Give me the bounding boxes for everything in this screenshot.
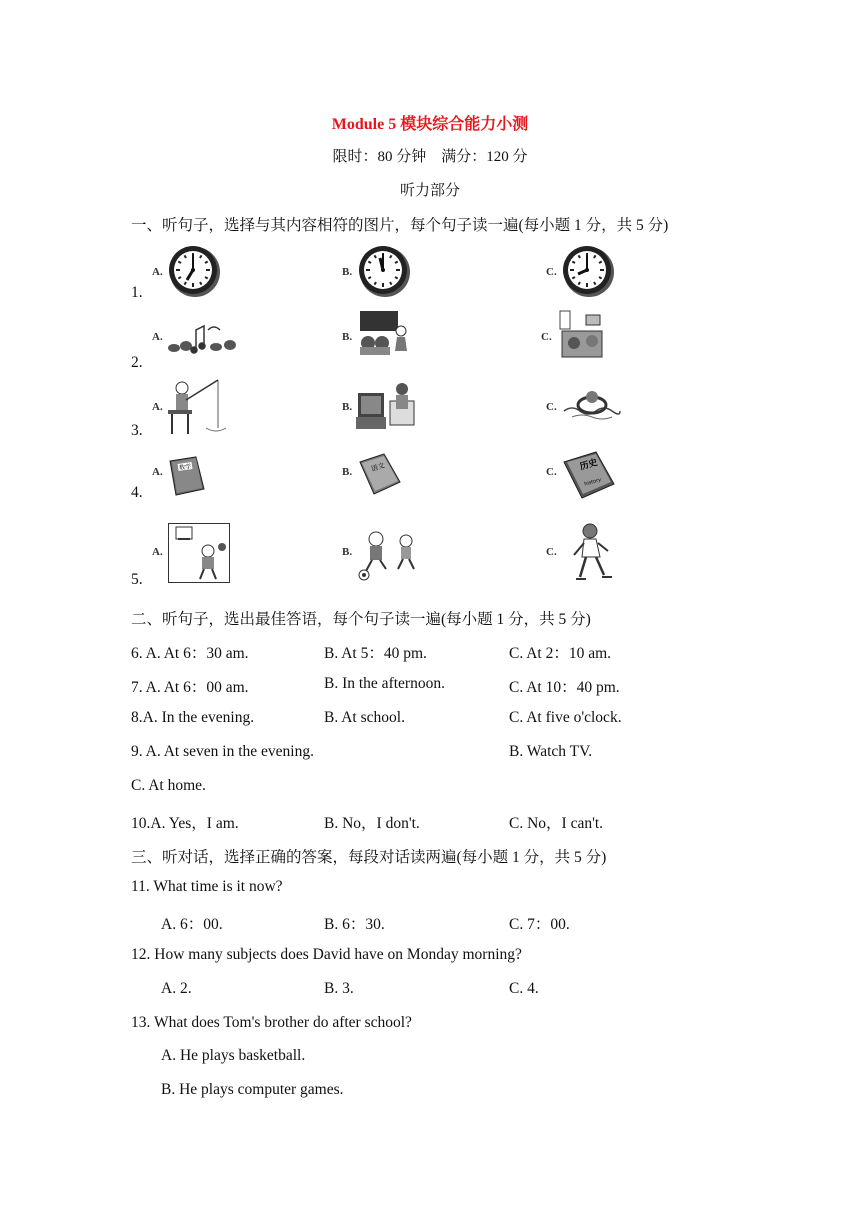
- music-notes-icon[interactable]: [166, 320, 244, 356]
- q8-option-c[interactable]: C. At five o'clock.: [509, 709, 622, 726]
- watching-tv-icon[interactable]: [356, 379, 420, 431]
- q13-option-a[interactable]: A. He plays basketball.: [161, 1047, 306, 1064]
- section2-heading: 二、听句子，选出最佳答语，每个句子读一遍(每小题 1 分，共 5 分): [131, 611, 591, 628]
- q1-label-a: A.: [152, 266, 163, 278]
- q5-label-b: B.: [342, 546, 353, 558]
- exam-info: 限时：80 分钟 满分：120 分: [332, 149, 528, 165]
- q3-label-a: A.: [152, 401, 163, 413]
- q6-option-c[interactable]: C. At 2：10 am.: [509, 645, 612, 662]
- q5-label-a: A.: [152, 546, 163, 558]
- q8-option-b[interactable]: B. At school.: [324, 709, 405, 726]
- football-icon[interactable]: [358, 529, 420, 583]
- q6-option-a[interactable]: 6. A. At 6：30 am.: [131, 645, 249, 662]
- history-book-subtitle: history: [583, 476, 602, 488]
- q2-number: 2.: [131, 354, 143, 371]
- q10-option-a[interactable]: 10.A. Yes，I am.: [131, 815, 239, 832]
- q7-option-c[interactable]: C. At 10：40 pm.: [509, 679, 620, 696]
- q2-label-b: B.: [342, 331, 353, 343]
- fishing-boy-icon[interactable]: [166, 378, 228, 438]
- clock-seven-icon[interactable]: [168, 245, 222, 299]
- history-book-title: 历史: [578, 457, 599, 473]
- part-title: 听力部分: [399, 183, 460, 199]
- q11-option-a[interactable]: A. 6：00.: [161, 916, 223, 933]
- q11-option-c[interactable]: C. 7：00.: [509, 916, 570, 933]
- classroom-icon[interactable]: [356, 309, 410, 357]
- q4-label-c: C.: [546, 466, 557, 478]
- q5-number: 5.: [131, 571, 143, 588]
- q11-question: 11. What time is it now?: [131, 878, 283, 895]
- q3-label-b: B.: [342, 401, 353, 413]
- q2-label-c: C.: [541, 331, 552, 343]
- chinese-book-title: 语文: [370, 461, 386, 474]
- q12-option-b[interactable]: B. 3.: [324, 980, 354, 997]
- q12-option-c[interactable]: C. 4.: [509, 980, 539, 997]
- q7-option-b[interactable]: B. In the afternoon.: [324, 675, 445, 692]
- page-title: Module 5 模块综合能力小测: [331, 116, 529, 133]
- q4-label-b: B.: [342, 466, 353, 478]
- q9-option-a[interactable]: 9. A. At seven in the evening.: [131, 743, 314, 760]
- q6-option-b[interactable]: B. At 5：40 pm.: [324, 645, 427, 662]
- q2-label-a: A.: [152, 331, 163, 343]
- math-book-title: 数学: [178, 463, 192, 472]
- q9-option-b[interactable]: B. Watch TV.: [509, 743, 593, 760]
- q10-option-b[interactable]: B. No，I don't.: [324, 815, 420, 832]
- messy-room-icon[interactable]: [558, 309, 608, 363]
- q12-option-a[interactable]: A. 2.: [161, 980, 192, 997]
- clock-twelve-icon[interactable]: [358, 245, 412, 299]
- math-book-icon[interactable]: [166, 455, 208, 497]
- q3-label-c: C.: [546, 401, 557, 413]
- clock-nine-icon[interactable]: [562, 245, 616, 299]
- q1-number: 1.: [131, 284, 143, 301]
- section3-heading: 三、听对话，选择正确的答案，每段对话读两遍(每小题 1 分，共 5 分): [131, 849, 607, 866]
- q4-label-a: A.: [152, 466, 163, 478]
- q4-number: 4.: [131, 484, 143, 501]
- q13-option-b[interactable]: B. He plays computer games.: [161, 1081, 344, 1098]
- section1-heading: 一、听句子，选择与其内容相符的图片，每个句子读一遍(每小题 1 分，共 5 分): [131, 217, 669, 234]
- running-boy-icon[interactable]: [568, 521, 618, 583]
- q9-option-c[interactable]: C. At home.: [131, 777, 206, 794]
- basketball-icon[interactable]: [168, 523, 230, 583]
- swimming-icon[interactable]: [562, 387, 622, 423]
- q3-number: 3.: [131, 422, 143, 439]
- q8-option-a[interactable]: 8.A. In the evening.: [131, 709, 255, 726]
- q11-option-b[interactable]: B. 6：30.: [324, 916, 385, 933]
- q12-question: 12. How many subjects does David have on Monday morning?: [131, 946, 522, 963]
- q10-option-c[interactable]: C. No，I can't.: [509, 815, 604, 832]
- q13-question: 13. What does Tom's brother do after school?: [131, 1014, 412, 1031]
- chinese-book-icon[interactable]: [356, 452, 404, 496]
- q1-label-b: B.: [342, 266, 353, 278]
- q5-label-c: C.: [546, 546, 557, 558]
- history-book-icon[interactable]: [562, 448, 618, 504]
- q1-label-c: C.: [546, 266, 557, 278]
- q7-option-a[interactable]: 7. A. At 6：00 am.: [131, 679, 249, 696]
